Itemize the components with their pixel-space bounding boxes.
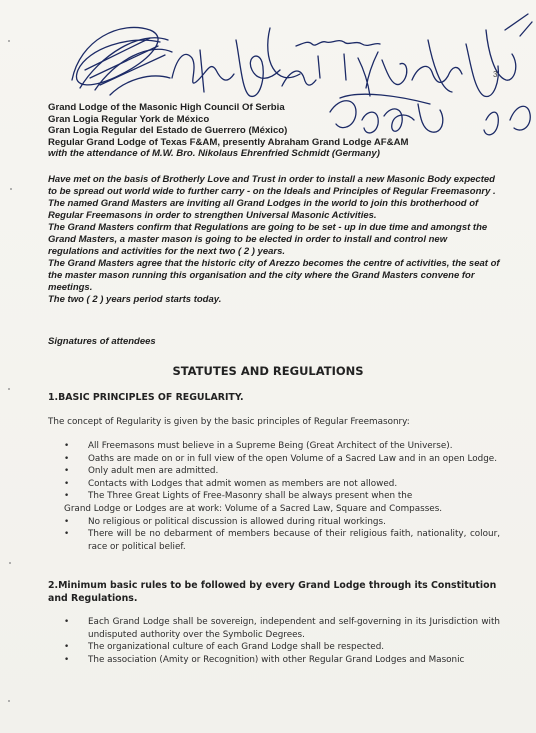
attendee-line: Regular Grand Lodge of Texas F&AM, presently Abraham Grand Lodge AF&AM: [48, 136, 409, 148]
page-number: 3: [493, 70, 498, 79]
attendee-line: Gran Logia Regular York de México: [48, 113, 210, 125]
statutes-title: STATUTES AND REGULATIONS: [172, 364, 364, 378]
attendee-line: Grand Lodge of the Masonic High Council Of Serbia: [48, 102, 285, 113]
list-item: • All Freemasons must believe in a Supreme Being (Great Architect of the Universe).: [48, 440, 500, 453]
list-item: • No religious or political discussion is allowed during ritual workings.: [48, 516, 500, 529]
signatures-label: Signatures of attendees: [48, 336, 156, 347]
list-item-continuation: Grand Lodge or Lodges are at work: Volume of a Sacred Law, Square and Compasses.: [64, 503, 443, 514]
list-item: • Only adult men are admitted.: [48, 465, 500, 478]
section-2-list: [48, 616, 500, 666]
section-1-list: [48, 440, 500, 553]
scan-speck: [8, 700, 10, 702]
section-1-heading: 1.BASIC PRINCIPLES OF REGULARITY.: [48, 392, 244, 403]
preamble-paragraph: Have met on the basis of Brotherly Love and Trust in order to install a new Masonic Body expected to be spread out world wide to further carry - on the Ideals and Principles of Regular Freemasonry . The named Grand Masters are inviting all Grand Lodges in the world to join this brotherhood of Regular Freemasons in order to strengthen Universal Masonic Activities.: [48, 174, 496, 221]
list-item: • The Three Great Lights of Free-Masonry shall be always present when the: [48, 490, 500, 503]
preamble-paragraph: The Grand Masters agree that the historic city of Arezzo becomes the centre of activities, the seat of the master mason running this organisation and the city where the Grand Masters convene for meetings.: [48, 258, 500, 293]
preamble-paragraph: The two ( 2 ) years period starts today.: [48, 294, 222, 305]
list-item: • Each Grand Lodge shall be sovereign, independent and self-governing in its Jurisdiction with undisputed authority over the Symbolic Degrees.: [48, 616, 500, 641]
list-item: • Contacts with Lodges that admit women as members are not allowed.: [48, 478, 500, 491]
section-2-heading: 2.Minimum basic rules to be followed by every Grand Lodge through its Constitution and Regulations.: [48, 580, 497, 604]
scan-speck: [8, 388, 10, 390]
list-item: • Oaths are made on or in full view of the open Volume of a Sacred Law and in an open Lodge.: [48, 453, 500, 466]
list-item: • There will be no debarment of members because of their religious faith, nationality, colour, race or political belief.: [48, 528, 500, 553]
preamble-paragraph: The Grand Masters confirm that Regulations are going to be set - up in due time and amongst the Grand Masters, a master mason is going to be elected in order to install and control new regulations and activities for the next two ( 2 ) years.: [48, 222, 488, 257]
section-1-intro: The concept of Regularity is given by the basic principles of Regular Freemasonry:: [48, 417, 410, 427]
preamble: [48, 174, 500, 306]
scan-speck: [10, 188, 12, 190]
handwritten-signatures: [0, 0, 536, 165]
scan-speck: [9, 562, 11, 564]
attendee-line: Gran Logia Regular del Estado de Guerrero (México): [48, 125, 288, 136]
list-item: • The organizational culture of each Grand Lodge shall be respected.: [48, 641, 500, 654]
list-item: • The association (Amity or Recognition) with other Regular Grand Lodges and Masonic: [48, 654, 500, 667]
attendee-line: with the attendance of M.W. Bro. Nikolaus Ehrenfried Schmidt (Germany): [48, 148, 380, 159]
